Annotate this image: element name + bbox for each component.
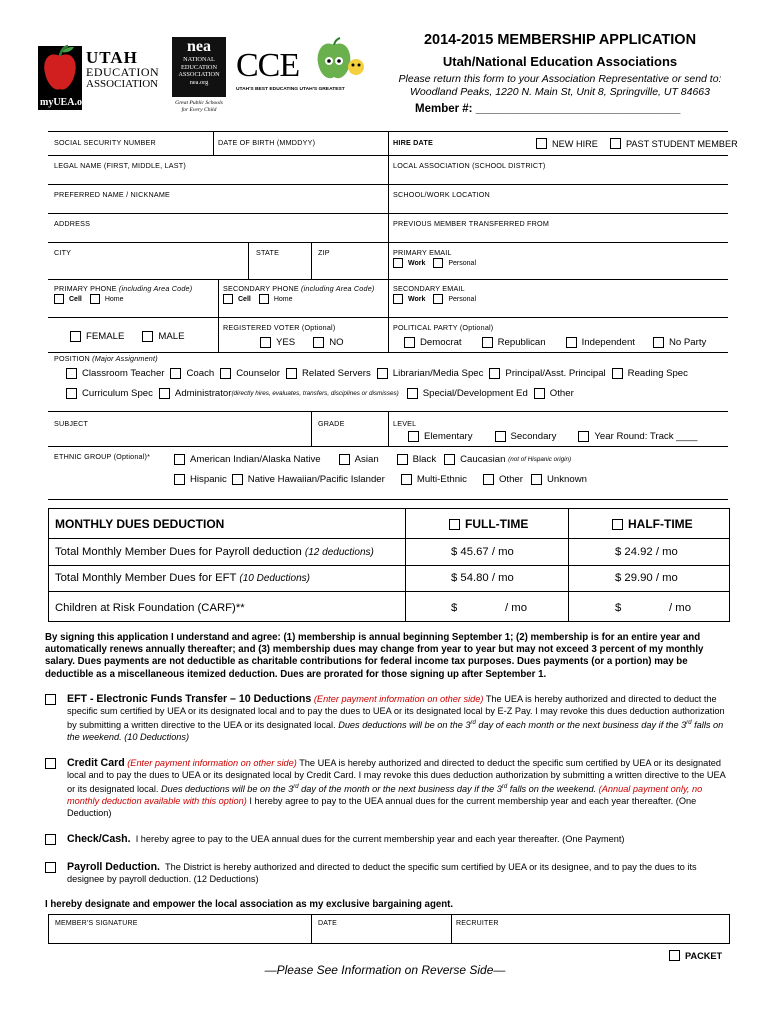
level-label: LEVEL bbox=[393, 419, 417, 428]
carf-half-dollar: $ bbox=[615, 602, 622, 614]
primary-phone-label: PRIMARY PHONE bbox=[54, 284, 117, 293]
secondary-label: Secondary bbox=[510, 431, 557, 442]
carf-full-amount[interactable]: / mo bbox=[505, 602, 527, 614]
cce-text: CCE bbox=[236, 47, 300, 84]
page-title: 2014-2015 MEMBERSHIP APPLICATION bbox=[423, 32, 697, 48]
designation-text: I hereby designate and empower the local association as my exclusive bargaining agent. bbox=[45, 899, 454, 910]
nea-line1: NATIONAL bbox=[183, 56, 215, 63]
eft-sup-2: rd bbox=[686, 720, 692, 726]
half-time-option bbox=[612, 517, 693, 531]
credit-card-checkbox[interactable] bbox=[45, 758, 56, 769]
hispanic-label: Hispanic bbox=[190, 474, 227, 485]
multi-ethnic-label: Multi-Ethnic bbox=[416, 474, 467, 485]
full-time-checkbox[interactable] bbox=[449, 519, 460, 530]
local-association-field[interactable]: LOCAL ASSOCIATION (SCHOOL DISTRICT) bbox=[393, 161, 546, 170]
voter-yes-checkbox[interactable] bbox=[260, 337, 271, 348]
packet-option bbox=[669, 950, 722, 961]
secondary-phone-field[interactable] bbox=[223, 284, 374, 293]
position-note: (Major Assignment) bbox=[92, 354, 158, 363]
nea-mark: nea bbox=[187, 38, 211, 55]
counselor-label: Counselor bbox=[236, 368, 280, 379]
member-number-field[interactable]: Member #: ________________________________ bbox=[415, 103, 681, 115]
unknown-ethnic-label: Unknown bbox=[546, 474, 587, 485]
caucasian-checkbox[interactable] bbox=[444, 454, 455, 465]
nea-line3: ASSOCIATION bbox=[178, 71, 220, 78]
asian-checkbox[interactable] bbox=[339, 454, 350, 465]
secondary-email-type bbox=[393, 294, 476, 304]
dues-row-note: (10 Deductions) bbox=[239, 573, 310, 584]
reading-spec-label: Reading Spec bbox=[627, 368, 688, 379]
full-time-label: FULL-TIME bbox=[465, 517, 529, 531]
state-field[interactable]: STATE bbox=[256, 248, 280, 257]
republican-checkbox[interactable] bbox=[482, 337, 493, 348]
check-cash-text: I hereby agree to pay to the UEA annual dues for the current membership year and each year thereafter. (One Payment) bbox=[135, 834, 625, 844]
nea-tag2: for Every Child bbox=[181, 107, 217, 113]
male-checkbox[interactable] bbox=[142, 331, 153, 342]
hispanic-checkbox[interactable] bbox=[174, 474, 185, 485]
american-indian-checkbox[interactable] bbox=[174, 454, 185, 465]
member-info-grid bbox=[48, 131, 738, 500]
secondary-email-field[interactable]: SECONDARY EMAIL bbox=[393, 284, 465, 293]
past-student-label: PAST STUDENT MEMBER bbox=[625, 138, 738, 149]
packet-checkbox[interactable] bbox=[669, 950, 680, 961]
eft-italic-3: falls on the weekend. (10 Deductions) bbox=[67, 720, 724, 743]
primary-phone-type bbox=[54, 294, 124, 304]
eft-checkbox[interactable] bbox=[45, 694, 56, 705]
eft-sup-1: rd bbox=[470, 720, 476, 726]
return-note-2: Woodland Peaks, 1220 N. Main St, Unit 8, Springville, UT 84663 bbox=[410, 86, 710, 98]
new-hire-label: NEW HIRE bbox=[552, 138, 598, 149]
dob-field[interactable]: DATE OF BIRTH (MMDDYY) bbox=[218, 138, 316, 147]
payroll-text: The District is hereby authorized and directed to deduct the specific sum certified by UEA or its designee, and to pay the dues to its designee by payroll deduction. (12 Deductions) bbox=[67, 862, 697, 884]
nea-line2: EDUCATION bbox=[180, 63, 218, 71]
hire-date-field[interactable]: HIRE DATE bbox=[393, 138, 434, 147]
school-location-field[interactable]: SCHOOL/WORK LOCATION bbox=[393, 190, 490, 199]
related-servers-label: Related Servers bbox=[301, 368, 371, 379]
eft-note: (Enter payment information on other side) bbox=[313, 694, 484, 704]
voter-no-label: NO bbox=[329, 337, 344, 348]
librarian-checkbox[interactable] bbox=[377, 368, 388, 379]
black-label: Black bbox=[412, 454, 437, 465]
republican-label: Republican bbox=[497, 337, 546, 348]
male-label: MALE bbox=[158, 331, 185, 342]
primary-email-personal-checkbox[interactable] bbox=[433, 258, 443, 268]
primary-phone-cell-checkbox[interactable] bbox=[54, 294, 64, 304]
cce-tag: UTAH'S BEST EDUCATING UTAH'S GREATEST bbox=[236, 87, 345, 92]
nea-url: nea.org bbox=[189, 78, 209, 86]
dues-row-eft bbox=[55, 572, 310, 584]
female-label: FEMALE bbox=[86, 331, 125, 342]
elementary-checkbox[interactable] bbox=[408, 431, 419, 442]
primary-phone-field[interactable] bbox=[54, 284, 192, 293]
registered-voter-label: REGISTERED VOTER (Optional) bbox=[223, 323, 336, 332]
voter-options bbox=[260, 337, 344, 348]
check-cash-checkbox[interactable] bbox=[45, 834, 56, 845]
coach-checkbox[interactable] bbox=[170, 368, 181, 379]
primary-email-personal-label: Personal bbox=[448, 259, 477, 267]
dues-table bbox=[48, 508, 730, 622]
credit-card-text-2: I hereby agree to pay to the UEA annual dues for the current membership year and each year thereafter. (One Deduction) bbox=[67, 796, 697, 819]
secondary-phone-label: SECONDARY PHONE bbox=[223, 284, 299, 293]
caucasian-label: Caucasian bbox=[460, 454, 506, 465]
credit-card-note: (Enter payment information on other side) bbox=[127, 758, 297, 768]
secondary-email-personal-checkbox[interactable] bbox=[433, 294, 443, 304]
check-cash-option bbox=[45, 833, 735, 845]
signature-row bbox=[48, 914, 730, 944]
coach-label: Coach bbox=[186, 368, 215, 379]
credit-card-text: The UEA is hereby authorized and directed to deduct the specific sum certified by UEA or its designated local and to pay the dues to UEA or its designated local by Credit Card. I may revoke this dues deduction authorization by submitting a written directive to the UEA or its designated local. bbox=[67, 758, 726, 795]
check-cash-title: Check/Cash. bbox=[67, 833, 131, 845]
dues-row-carf: Children at Risk Foundation (CARF)** bbox=[55, 602, 245, 614]
primary-phone-note: (including Area Code) bbox=[118, 284, 193, 293]
preferred-name-field[interactable]: PREFERRED NAME / NICKNAME bbox=[54, 190, 171, 199]
credit-card-annual-note: (Annual payment only, no monthly deduction available with this option) bbox=[67, 784, 703, 807]
principal-checkbox[interactable] bbox=[489, 368, 500, 379]
uea-logo bbox=[38, 40, 158, 118]
administrator-note: (directly hires, evaluates, transfers, disciplines or dismisses) bbox=[231, 390, 399, 397]
carf-half-amount[interactable]: / mo bbox=[669, 602, 691, 614]
primary-email-work-label: Work bbox=[408, 259, 426, 267]
grade-field[interactable]: GRADE bbox=[318, 419, 345, 428]
full-time-option bbox=[449, 517, 528, 531]
primary-email-type bbox=[393, 258, 476, 268]
packet-label: PACKET bbox=[685, 950, 723, 961]
city-field[interactable]: CITY bbox=[54, 248, 72, 257]
primary-phone-cell-label: Cell bbox=[69, 295, 82, 303]
female-checkbox[interactable] bbox=[70, 331, 81, 342]
independent-checkbox[interactable] bbox=[566, 337, 577, 348]
voter-no-checkbox[interactable] bbox=[313, 337, 324, 348]
position-text: POSITION bbox=[54, 354, 90, 363]
year-round-label: Year Round: Track ____ bbox=[594, 431, 698, 442]
payroll-title: Payroll Deduction. bbox=[67, 861, 161, 873]
dues-payroll-half: $ 24.92 / mo bbox=[615, 546, 678, 558]
cc-sup-2: rd bbox=[501, 784, 508, 790]
secondary-email-work-label: Work bbox=[408, 295, 426, 303]
american-indian-label: American Indian/Alaska Native bbox=[190, 454, 321, 465]
special-dev-checkbox[interactable] bbox=[407, 388, 418, 399]
special-dev-label: Special/Development Ed bbox=[422, 388, 528, 399]
half-time-label: HALF-TIME bbox=[628, 517, 693, 531]
classroom-teacher-label: Classroom Teacher bbox=[82, 368, 165, 379]
hire-status-options bbox=[536, 138, 738, 149]
cce-logo bbox=[236, 37, 378, 95]
payroll-option bbox=[45, 861, 735, 885]
secondary-email-work-checkbox[interactable] bbox=[393, 294, 403, 304]
dues-eft-full: $ 54.80 / mo bbox=[451, 572, 514, 584]
no-party-checkbox[interactable] bbox=[653, 337, 664, 348]
position-options-1 bbox=[66, 368, 688, 379]
librarian-label: Librarian/Media Spec bbox=[392, 368, 484, 379]
secondary-phone-cell-label: Cell bbox=[238, 295, 251, 303]
cc-italic-3: falls on the weekend. bbox=[507, 784, 597, 795]
classroom-teacher-checkbox[interactable] bbox=[66, 368, 77, 379]
eft-text: The UEA is hereby authorized and directed to deduct the specific sum certified by UEA or its designated local and to pay the dues to UEA or its designated local by E-Z Pay. I may revoke this dues deduction authorization by submitting a written directive to the UEA or its designated local. bbox=[67, 694, 725, 731]
primary-phone-home-label: Home bbox=[104, 295, 124, 303]
previous-member-field[interactable]: PREVIOUS MEMBER TRANSFERRED FROM bbox=[393, 219, 550, 228]
address-field[interactable]: ADDRESS bbox=[54, 219, 91, 228]
no-party-label: No Party bbox=[668, 337, 707, 348]
dues-row-note: (12 deductions) bbox=[304, 547, 374, 558]
principal-label: Principal/Asst. Principal bbox=[505, 368, 606, 379]
unknown-ethnic-checkbox[interactable] bbox=[531, 474, 542, 485]
zip-field[interactable]: ZIP bbox=[318, 248, 330, 257]
ssn-field[interactable]: SOCIAL SECURITY NUMBER bbox=[54, 138, 156, 147]
level-options bbox=[408, 431, 698, 442]
carf-full-dollar: $ bbox=[451, 602, 458, 614]
reading-spec-checkbox[interactable] bbox=[612, 368, 623, 379]
recruiter-field[interactable]: RECRUITER bbox=[456, 920, 499, 927]
other-position-label: Other bbox=[549, 388, 574, 399]
other-ethnic-label: Other bbox=[498, 474, 523, 485]
half-time-checkbox[interactable] bbox=[612, 519, 623, 530]
member-signature-field[interactable]: MEMBER'S SIGNATURE bbox=[55, 920, 138, 927]
related-servers-checkbox[interactable] bbox=[286, 368, 297, 379]
payroll-checkbox[interactable] bbox=[45, 862, 56, 873]
dues-header: MONTHLY DUES DEDUCTION bbox=[55, 517, 225, 531]
nea-tag1: Great Public Schools bbox=[175, 100, 223, 106]
legal-name-field[interactable]: LEGAL NAME (FIRST, MIDDLE, LAST) bbox=[54, 161, 186, 170]
administrator-label: Administrator bbox=[174, 388, 232, 399]
curriculum-spec-label: Curriculum Spec bbox=[82, 388, 153, 399]
cc-italic-2: day of the month or the next business day if the 3 bbox=[298, 784, 502, 795]
subject-field[interactable]: SUBJECT bbox=[54, 419, 89, 428]
year-round-checkbox[interactable] bbox=[578, 431, 589, 442]
multi-ethnic-checkbox[interactable] bbox=[401, 474, 412, 485]
secondary-checkbox[interactable] bbox=[495, 431, 506, 442]
uea-url: myUEA.org bbox=[40, 97, 92, 108]
secondary-phone-note: (including Area Code) bbox=[301, 284, 375, 293]
header-block bbox=[380, 32, 740, 99]
dues-eft-half: $ 29.90 / mo bbox=[615, 572, 678, 584]
secondary-phone-home-label: Home bbox=[273, 295, 293, 303]
secondary-email-personal-label: Personal bbox=[448, 295, 477, 303]
nea-logo bbox=[172, 37, 226, 120]
uea-line3: ASSOCIATION bbox=[86, 78, 159, 90]
page-subtitle: Utah/National Education Associations bbox=[442, 54, 678, 69]
secondary-phone-home-checkbox[interactable] bbox=[259, 294, 269, 304]
primary-email-field[interactable]: PRIMARY EMAIL bbox=[393, 248, 452, 257]
position-label bbox=[54, 354, 158, 363]
black-checkbox[interactable] bbox=[397, 454, 408, 465]
new-hire-checkbox[interactable] bbox=[536, 138, 547, 149]
primary-email-work-checkbox[interactable] bbox=[393, 258, 403, 268]
other-position-checkbox[interactable] bbox=[534, 388, 545, 399]
counselor-checkbox[interactable] bbox=[220, 368, 231, 379]
dues-row-label: Total Monthly Member Dues for Payroll deduction bbox=[55, 546, 302, 558]
signature-date-field[interactable]: DATE bbox=[318, 920, 337, 927]
dues-payroll-full: $ 45.67 / mo bbox=[451, 546, 514, 558]
asian-label: Asian bbox=[354, 454, 379, 465]
uea-line1: UTAH bbox=[86, 48, 138, 67]
secondary-phone-type bbox=[223, 294, 293, 304]
uea-line2: EDUCATION bbox=[86, 65, 160, 79]
cc-italic-1: Dues deductions will be on the 3 bbox=[160, 784, 294, 795]
past-student-checkbox[interactable] bbox=[610, 138, 621, 149]
credit-card-title: Credit Card bbox=[67, 757, 125, 769]
worm-icon bbox=[346, 57, 366, 77]
elementary-label: Elementary bbox=[424, 431, 473, 442]
ethnic-group-label: ETHNIC GROUP (Optional)* bbox=[54, 452, 151, 461]
caucasian-note: (not of Hispanic origin) bbox=[508, 456, 572, 463]
cc-sup-1: rd bbox=[293, 784, 299, 790]
eft-italic-1: Dues deductions will be on the 3 bbox=[338, 720, 471, 731]
ethnic-options-1 bbox=[174, 454, 571, 465]
dues-row-label: Total Monthly Member Dues for EFT bbox=[55, 572, 237, 584]
democrat-label: Democrat bbox=[420, 337, 462, 348]
ethnic-options-2 bbox=[174, 474, 587, 485]
hawaiian-label: Native Hawaiian/Pacific Islander bbox=[247, 474, 385, 485]
credit-card-option bbox=[45, 757, 735, 819]
eft-title: EFT - Electronic Funds Transfer – 10 Deductions bbox=[67, 693, 312, 705]
eft-option bbox=[45, 693, 735, 743]
secondary-phone-cell-checkbox[interactable] bbox=[223, 294, 233, 304]
primary-phone-home-checkbox[interactable] bbox=[90, 294, 100, 304]
political-party-label: POLITICAL PARTY (Optional) bbox=[393, 323, 494, 332]
voter-yes-label: YES bbox=[276, 337, 296, 348]
position-options-2 bbox=[66, 388, 574, 399]
return-note-1: Please return this form to your Association Representative or send to: bbox=[398, 73, 722, 85]
party-options bbox=[404, 337, 706, 348]
footer-note: —Please See Information on Reverse Side— bbox=[264, 963, 506, 977]
democrat-checkbox[interactable] bbox=[404, 337, 415, 348]
other-ethnic-checkbox[interactable] bbox=[483, 474, 494, 485]
gender-options bbox=[70, 331, 185, 342]
agreement-text: By signing this application I understand and agree: (1) membership is annual beginning September 1; (2) membership is for an entire year and automatically renews annually thereafter; and (3) membership dues may change from year to year but may not exceed 3 percent of my monthly salary. Dues payments are not deductible as charitable contributions for federal income tax purposes. Dues payments (or a portion) may be deductible as a miscellaneous itemized deduction. Dues are prorated for those signing up after September 1. bbox=[45, 632, 704, 680]
administrator-checkbox[interactable] bbox=[159, 388, 170, 399]
eft-italic-2: day of each month or the next business day if the 3 bbox=[475, 720, 687, 731]
curriculum-spec-checkbox[interactable] bbox=[66, 388, 77, 399]
dues-row-payroll bbox=[55, 546, 374, 558]
independent-label: Independent bbox=[581, 337, 635, 348]
hawaiian-checkbox[interactable] bbox=[232, 474, 243, 485]
